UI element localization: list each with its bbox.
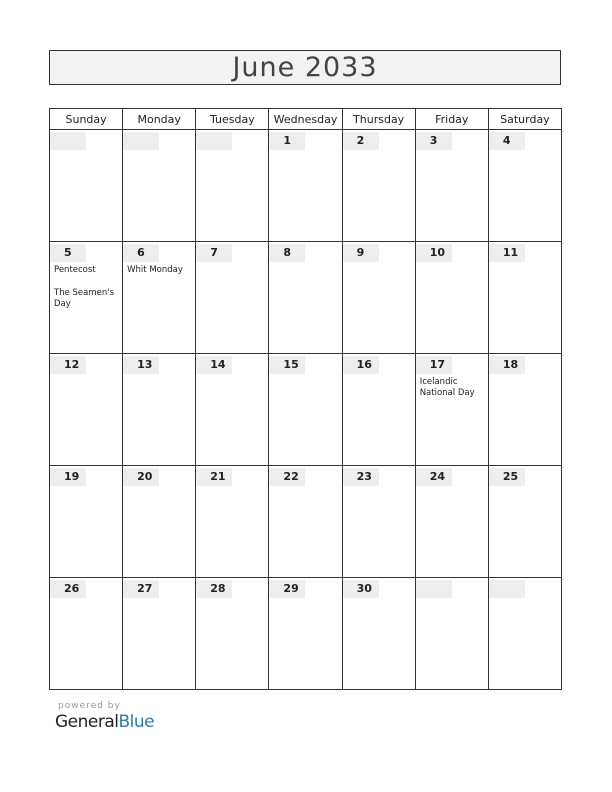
day-cell[interactable] [488, 466, 561, 578]
day-cell[interactable] [415, 354, 488, 466]
week-row [50, 130, 562, 242]
calendar-body [50, 130, 562, 690]
day-cell[interactable] [196, 130, 269, 242]
day-cell[interactable] [123, 578, 196, 690]
day-number: 14 [196, 356, 232, 374]
day-cell[interactable] [50, 578, 123, 690]
day-number: 21 [196, 468, 232, 486]
weekday-header: Monday [123, 109, 196, 130]
day-number: 2 [343, 132, 379, 150]
day-number: 3 [416, 132, 452, 150]
day-cell[interactable] [123, 242, 196, 354]
event-list [54, 265, 120, 310]
day-number: 5 [50, 244, 86, 262]
day-number [489, 580, 525, 598]
event-label: Pentecost [54, 265, 96, 275]
week-row [50, 354, 562, 466]
day-number: 28 [196, 580, 232, 598]
event-label: Icelandic National Day [419, 377, 475, 398]
day-number: 12 [50, 356, 86, 374]
day-cell[interactable] [342, 242, 415, 354]
day-cell[interactable] [50, 242, 123, 354]
day-cell[interactable] [50, 466, 123, 578]
event-label: The Seamen's Day [54, 288, 115, 309]
day-number [50, 132, 86, 150]
day-number: 19 [50, 468, 86, 486]
day-cell[interactable] [415, 466, 488, 578]
day-cell[interactable] [50, 354, 123, 466]
day-number: 22 [269, 468, 305, 486]
day-cell[interactable] [196, 242, 269, 354]
event-list [127, 265, 193, 276]
day-cell[interactable] [123, 466, 196, 578]
day-number: 29 [269, 580, 305, 598]
day-number: 16 [343, 356, 379, 374]
day-number: 4 [489, 132, 525, 150]
day-number [123, 132, 159, 150]
day-number: 26 [50, 580, 86, 598]
day-cell[interactable] [123, 354, 196, 466]
day-cell[interactable] [269, 466, 342, 578]
weekday-header: Saturday [488, 109, 561, 130]
day-cell[interactable] [488, 242, 561, 354]
weekday-header: Tuesday [196, 109, 269, 130]
week-row [50, 578, 562, 690]
day-cell[interactable] [269, 130, 342, 242]
brand-logo[interactable] [55, 712, 154, 732]
brand-name-part2: Blue [118, 712, 155, 732]
day-cell[interactable] [342, 578, 415, 690]
day-number [196, 132, 232, 150]
day-cell[interactable] [342, 130, 415, 242]
calendar-grid [49, 108, 562, 690]
powered-by-label: powered by [58, 701, 121, 711]
day-cell[interactable] [488, 130, 561, 242]
day-cell[interactable] [196, 354, 269, 466]
day-cell[interactable] [123, 130, 196, 242]
day-number: 6 [123, 244, 159, 262]
day-cell[interactable] [415, 242, 488, 354]
day-cell[interactable] [269, 354, 342, 466]
day-cell[interactable] [488, 354, 561, 466]
day-cell[interactable] [415, 130, 488, 242]
day-number: 17 [416, 356, 452, 374]
day-number: 24 [416, 468, 452, 486]
day-cell[interactable] [269, 578, 342, 690]
day-cell[interactable] [342, 354, 415, 466]
day-number: 27 [123, 580, 159, 598]
day-number: 18 [489, 356, 525, 374]
day-cell[interactable] [50, 130, 123, 242]
day-cell[interactable] [269, 242, 342, 354]
day-number: 25 [489, 468, 525, 486]
day-number: 15 [269, 356, 305, 374]
day-cell[interactable] [196, 578, 269, 690]
day-cell[interactable] [342, 466, 415, 578]
page-title: June 2033 [232, 52, 378, 83]
event-label: Whit Monday [127, 265, 183, 275]
calendar-title-box [49, 50, 561, 85]
weekday-header: Sunday [50, 109, 123, 130]
day-cell[interactable] [488, 578, 561, 690]
weekday-header: Thursday [342, 109, 415, 130]
weekday-header: Friday [415, 109, 488, 130]
day-number: 23 [343, 468, 379, 486]
week-row [50, 242, 562, 354]
day-cell[interactable] [196, 466, 269, 578]
day-cell[interactable] [415, 578, 488, 690]
day-number: 10 [416, 244, 452, 262]
brand-name-part1: General [55, 712, 119, 732]
event-list [420, 377, 486, 399]
day-number: 1 [269, 132, 305, 150]
day-number: 8 [269, 244, 305, 262]
day-number: 7 [196, 244, 232, 262]
day-number [416, 580, 452, 598]
day-number: 30 [343, 580, 379, 598]
weekday-header: Wednesday [269, 109, 342, 130]
day-number: 13 [123, 356, 159, 374]
weekday-header-row [50, 109, 562, 130]
day-number: 11 [489, 244, 525, 262]
day-number: 20 [123, 468, 159, 486]
week-row [50, 466, 562, 578]
day-number: 9 [343, 244, 379, 262]
